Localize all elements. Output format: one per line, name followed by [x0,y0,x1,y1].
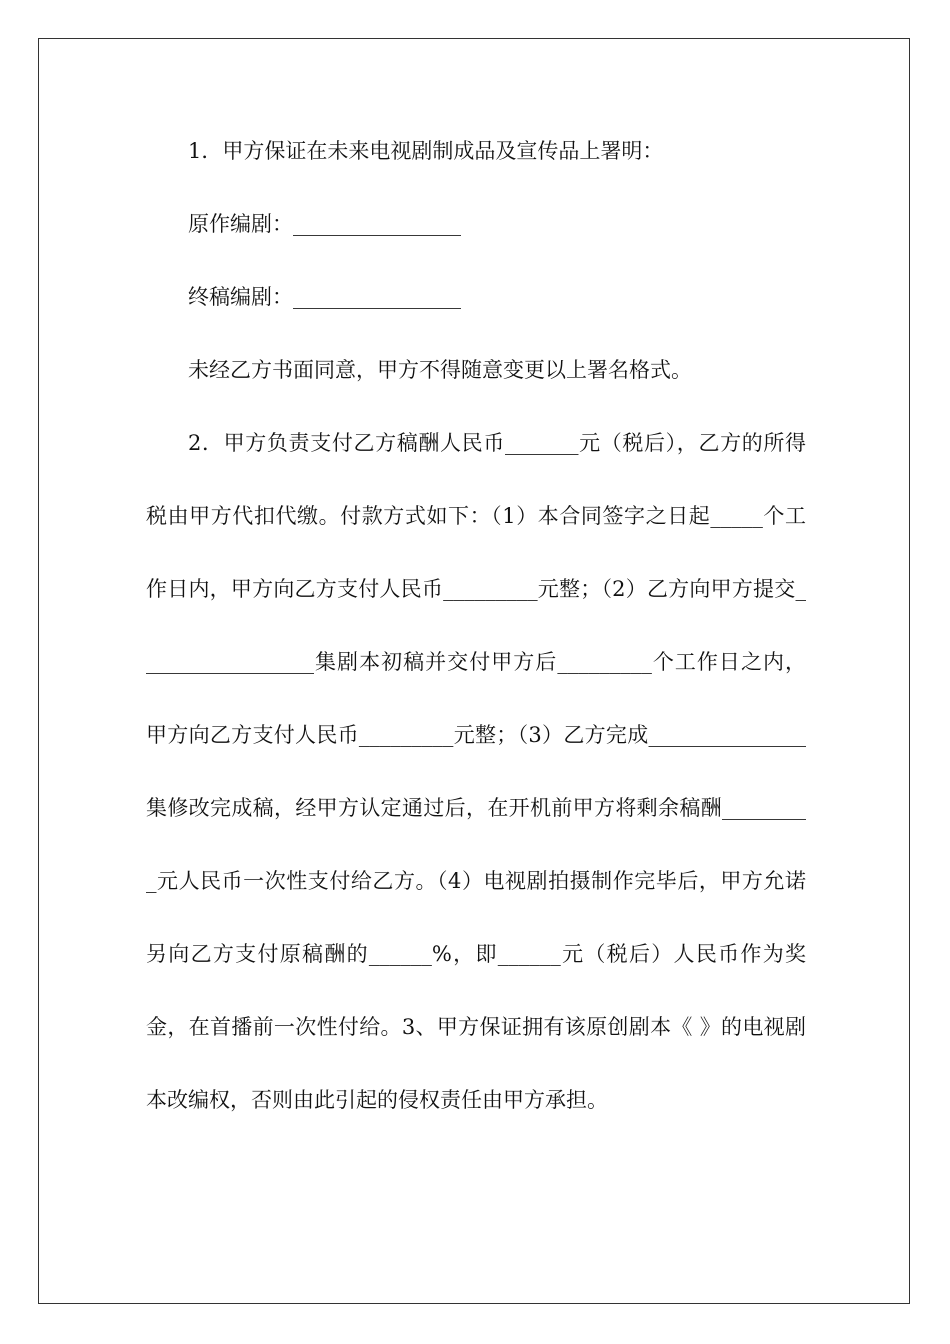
final-writer-line: 终稿编剧：________________ [188,285,461,309]
signature-format-paragraph: 未经乙方书面同意，甲方不得随意变更以上署名格式。 [188,358,692,382]
document-body [146,115,806,1137]
clause-1-paragraph: 1．甲方保证在未来电视剧制成品及宣传品上署明： [188,139,664,163]
original-writer-line: 原作编剧：________________ [188,212,461,236]
clause-2-paragraph: 2．甲方负责支付乙方稿酬人民币_______元（税后），乙方的所得税由甲方代扣代缴。付款方式如下：（1）本合同签字之日起_____个工作日内，甲方向乙方支付人民币_________元整；（2）乙方向甲方提交_________________集剧本初稿并交付甲方后_________个工作日之内，甲方向乙方支付人民币_________元整；（3）乙方完成_______________集修改完成稿，经甲方认定通过后，在开机前甲方将剩余稿酬_________元人民币一次性支付给乙方。（4）电视剧拍摄制作完毕后，甲方允诺另向乙方支付原稿酬的______%，即______元（税后）人民币作为奖金，在首播前一次性付给。3、甲方保证拥有该原创剧本《 》的电视剧本改编权，否则由此引起的侵权责任由甲方承担。 [146,431,806,1112]
